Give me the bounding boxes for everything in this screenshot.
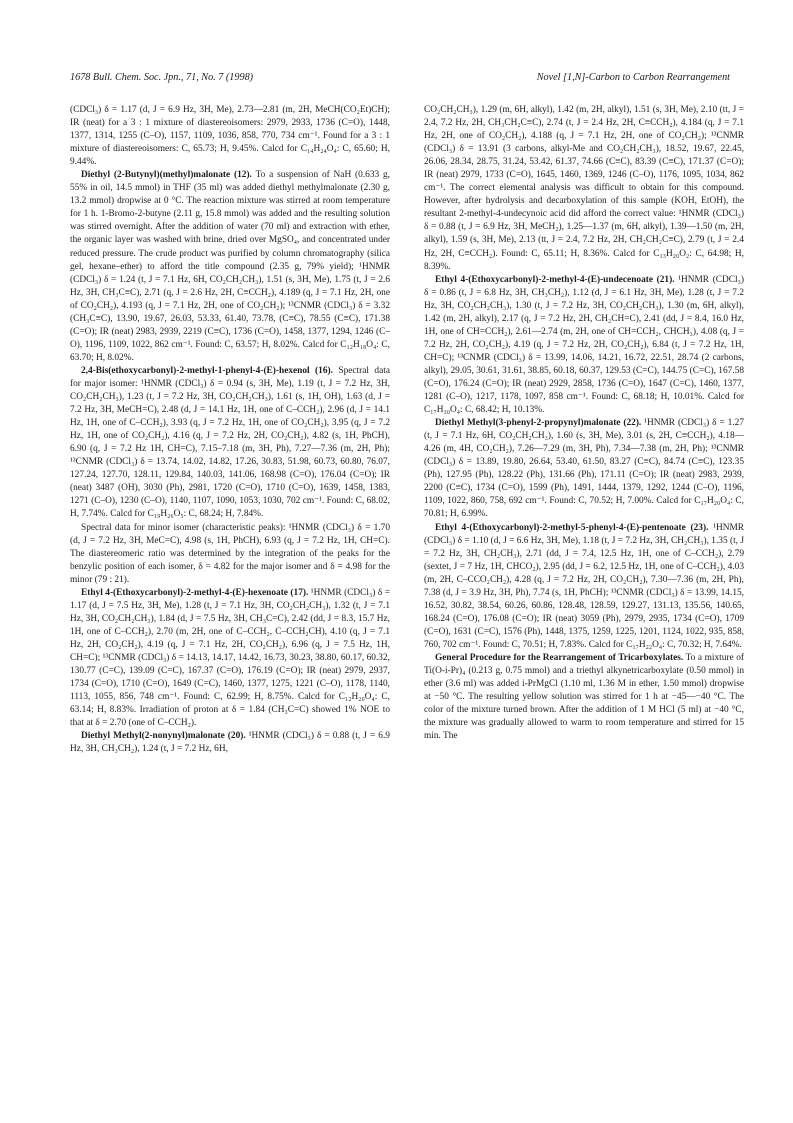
running-title: Novel [1,N]-Carbon to Carbon Rearrangement <box>536 72 730 83</box>
paragraph-text: CO₂CH₂CH₃), 1.29 (m, 6H, alkyl), 1.42 (m, 2H, alkyl), 1.51 (s, 3H, Me), 2.10 (tt, J = 2.4, 7.2 Hz, 2H, CH₃CH₂C≡C), 2.74 (t, J = 2.4 Hz, 2H, C≡CCH₂), 4.184 (q, J = 7.1 Hz, 2H, one of CO₂CH₂), 4.188 (q, J = 7.1 Hz, 2H, one of CO₂CH₂); ¹³CNMR (CDCl₃) δ = 13.91 (3 carbons, alkyl-Me and CO₂CH₂CH₃), 18.52, 19.67, 22.45, 26.06, 28.34, 28.75, 31.24, 53.42, 61.37, 74.66 (C≡C), 83.39 (C≡C), 171.37 (C=O); IR (neat) 2979, 1733 (C=O), 1645, 1460, 1369, 1246 (C–O), 1176, 1095, 1034, 862 cm⁻¹. The correct elemental analysis was difficult to obtain for this compound. However, after hydrolysis and decarboxylation of this sample (KOH, EtOH), the resultant 2-methyl-4-undecynoic acid did afford the correct value: ¹HNMR (CDCl₃) δ = 0.88 (t, J = 6.9 Hz, 3H, MeCH₂), 1.25—1.37 (m, 6H, alkyl), 1.39—1.50 (m, 2H, alkyl), 1.59 (s, 3H, Me), 2.13 (tt, J = 2.4, 7.2 Hz, 2H, CH₂CH₂C≡C), 2.79 (t, J = 2.4 Hz, 2H, C≡CCH₂). Found: C, 65.11; H, 8.36%. Calcd for C₁₃H₂₀O₂: C, 64.98; H, 8.39%. <box>424 105 744 272</box>
compound-heading: Diethyl Methyl(2-nonynyl)malonate (20). <box>81 731 246 742</box>
paragraph-text: ¹HNMR (CDCl₃) δ = 1.17 (d, J = 7.5 Hz, 3H, Me), 1.28 (t, J = 7.1 Hz, 3H, CO₂CH₂CH₃), 1.32 (t, J = 7.1 Hz, 3H, CO₂CH₂CH₃), 1.84 (d, J = 7.5 Hz, 3H, CH₃C=C), 2.42 (dd, J = 8.3, 15.7 Hz, 1H, one of C–CCH₂), 2.70 (m, 2H, one of C–CCH₂, C–CCH₂CH), 4.10 (q, J = 7.1 Hz, 2H, CO₂CH₂), 4.19 (q, J = 7.1 Hz, 2H, CO₂CH₂), 6.96 (q, J = 7.5 Hz, 1H, CH=C); ¹³CNMR (CDCl₃) δ = 14.13, 14.17, 14.42, 16.73, 30.23, 38.80, 60.17, 60.32, 130.77 (C=C), 139.09 (C=C), 167.37 (C=O), 176.19 (C=O); IR (neat) 2979, 2937, 1734 (C=O), 1710 (C=O), 1649 (C=C), 1460, 1377, 1275, 1221 (C–O), 1178, 1140, 1113, 1055, 856, 748 cm⁻¹. Found: C, 62.99; H, 8.75%. Calcd for C₁₂H₂₀O₄: C, 63.14; H, 8.83%. Irradiation of proton at δ = 1.84 (CH₃C=C) showed 1% NOE to that at δ = 2.70 (one of C–CCH₂). <box>70 587 390 729</box>
paragraph <box>424 417 744 521</box>
paragraph <box>70 522 390 587</box>
compound-heading: General Procedure for the Rearrangement of Tricarboxylates. <box>435 652 684 663</box>
paragraph <box>70 365 390 522</box>
paragraph-text: Spectral data for minor isomer (characteristic peaks): ¹HNMR (CDCl₃) δ = 1.70 (d, J = 7.2 Hz, 3H, MeC=C), 4.98 (s, 1H, PhCH), 6.93 (q, J = 7.2 Hz, 1H, CH=C). The diastereomeric ratio was determined by the integration of the peaks for the benzylic position of each isomer, δ = 4.82 for the major isomer and δ = 4.98 for the minor (79 : 21). <box>70 522 390 585</box>
paragraph <box>70 587 390 731</box>
compound-heading: Ethyl 4-(Ethoxycarbonyl)-2-methyl-4-(E)-hexenoate (17). <box>81 587 309 598</box>
paragraph <box>424 652 744 743</box>
paragraph <box>424 274 744 418</box>
paragraph-text: To a suspension of NaH (0.633 g, 55% in oil, 14.5 mmol) in THF (35 ml) was added diethyl methylmalonate (2.30 g, 13.2 mmol) dropwise at 0 °C. The reaction mixture was stirred at room temperature for 1 h. 1-Bromo-2-butyne (2.11 g, 15.8 mmol) was added and the resulting solution was stirred overnight. After the addition of water (70 ml) and extraction with ether, the organic layer was washed with brine, dried over MgSO₄, and concentrated under reduced pressure. The crude product was purified by column chromatography (silica gel, hexane–ether) to afford the title compound (2.35 g, 79% yield); ¹HNMR (CDCl₃) δ = 1.24 (t, J = 7.1 Hz, 6H, CO₂CH₂CH₃), 1.51 (s, 3H, Me), 1.75 (t, J = 2.6 Hz, 3H, CH₃C≡C), 2.71 (q, J = 2.6 Hz, 2H, C≡CCH₂), 4.189 (q, J = 7.1 Hz, 2H, one of CO₂CH₂), 4.193 (q, J = 7.1 Hz, 2H, one of CO₂CH₂); ¹³CNMR (CDCl₃) δ = 3.32 (CH₃C≡C), 13.90, 19.67, 26.03, 53.33, 61.40, 73.78, (C≡C), 78.55 (C≡C), 171.38 (C=O); IR (neat) 2983, 2939, 2219 (C≡C), 1736 (C=O), 1458, 1377, 1294, 1246 (C–O), 1196, 1109, 1022, 862 cm⁻¹. Found: C, 63.57; H, 8.02%. Calcd for C₁₂H₁₈O₄: C, 63.70; H, 8.02%. <box>70 170 391 363</box>
paragraph-text: Spectral data for major isomer: ¹HNMR (CDCl₃) δ = 0.94 (s, 3H, Me), 1.19 (t, J = 7.2 Hz, 3H, CO₂CH₂CH₃), 1.23 (t, J = 7.2 Hz, 3H, CO₂CH₂CH₃), 1.61 (s, 1H, OH), 1.63 (d, J = 7.2 Hz, 3H, MeCH=C), 2.48 (d, J = 14.1 Hz, 1H, one of C–CCH₂), 2.96 (d, J = 14.1 Hz, 1H, one of C–CCH₂), 3.93 (q, J = 7.2 Hz, 1H, one of CO₂CH₂), 3.95 (q, J = 7.2 Hz, 1H, one of CO₂CH₂), 4.16 (q, J = 7.2 Hz, 2H, CO₂CH₂), 4.82 (s, 1H, PhCH), 6.90 (q, J = 7.2 Hz 1H, CH=C), 7.15–7.18 (m, 3H, Ph), 7.27—7.36 (m, 2H, Ph); ¹³CNMR (CDCl₃) δ = 13.74, 14.02, 14.82, 17.26, 30.83, 51.98, 60.73, 60.80, 76.07, 127.24, 127.70, 128.11, 129.84, 140.03, 141.06, 168.98 (C=O), 176.04 (C=O); IR (neat) 3487 (OH), 3030 (Ph), 2981, 1720 (C=O), 1710 (C=O), 1639, 1458, 1383, 1271 (C–O), 1230 (C–O), 1140, 1107, 1090, 1053, 1030, 702 cm⁻¹. Found: C, 68.02, H, 7.74%. Calcd for C₁₉H₂₆O₅: C, 68.24; H, 7.84%. <box>70 365 390 520</box>
paragraph-text: ¹HNMR (CDCl₃) δ = 0.88 (t, J = 6.9 Hz, 3H, CH₃CH₂), 1.24 (t, J = 7.2 Hz, 6H, <box>70 731 390 755</box>
compound-heading: Diethyl (2-Butynyl)(methyl)malonate (12). <box>81 170 252 181</box>
journal-citation: 1678 Bull. Chem. Soc. Jpn., 71, No. 7 (1998) <box>70 72 254 83</box>
paragraph-text: To a mixture of Ti(O-i-Pr)₄ (0.213 g, 0.75 mmol) and a triethyl alkynetricarboxylate (0.50 mmol) in ether (3.6 ml) was added i-PrMgCl (1.10 ml, 1.36 M in ether, 1.50 mmol) dropwise at −50 °C. The resulting yellow solution was stirred for 1 h at −45—−40 °C. The color of the mixture turned brown. After the addition of 1 M HCl (5 ml) at −40 °C, the mixture was gradually allowed to warm to room temperature and stirred for 15 min. The <box>424 652 744 742</box>
left-column <box>70 104 390 756</box>
paragraph <box>424 104 744 274</box>
paragraph-text: ¹HNMR (CDCl₃) δ = 1.10 (d, J = 6.6 Hz, 3H, Me), 1.18 (t, J = 7.2 Hz, 3H, CH₂CH₃), 1.35 (t, J = 7.2 Hz, 3H, CH₂CH₃), 2.71 (dd, J = 7.4, 12.5 Hz, 1H, one of C–CCH₂), 2.79 (sextet, J = 7 Hz, 1H, CHCO₂), 2.95 (dd, J = 6.2, 12.5 Hz, 1H, one of C–CCH₂), 4.03 (m, 2H, C–CCO₂CH₂), 4.28 (q, J = 7.2 Hz, 2H, CO₂CH₂), 7.30—7.36 (m, 2H, Ph), 7.38 (d, J = 3.9 Hz, 3H, Ph), 7.74 (s, 1H, PhCH); ¹³CNMR (CDCl₃) δ = 13.99, 14.15, 16.52, 30.82, 38.54, 60.26, 60.86, 128.48, 128.59, 129.27, 131.13, 135.56, 140.65, 168.24 (C=O), 176.08 (C=O); IR (neat) 3059 (Ph), 2979, 2935, 1734 (C=O), 1709 (C=O), 1631 (C=C), 1576 (Ph), 1448, 1375, 1259, 1225, 1201, 1124, 1022, 935, 858, 760, 702 cm⁻¹. Found: C, 70.51; H, 7.83%. Calcd for C₁₇H₂₂O₄: C, 70.32; H, 7.64%. <box>424 522 744 650</box>
compound-heading: Diethyl Methyl(3-phenyl-2-propynyl)malonate (22). <box>435 418 642 429</box>
paragraph <box>70 104 390 169</box>
paragraph-text: ¹HNMR (CDCl₃) δ = 1.27 (t, J = 7.1 Hz, 6H, CO₂CH₂CH₃), 1.60 (s, 3H, Me), 3.01 (s, 2H, C≡CCH₂), 4.18—4.26 (m, 4H, CO₂CH₂), 7.26—7.29 (m, 3H, Ph), 7.34—7.38 (m, 2H, Ph); ¹³CNMR (CDCl₃) δ = 13.89, 19.80, 26.64, 53.40, 61.50, 83.27 (C≡C), 84.74 (C≡C), 123.35 (Ph), 127.95 (Ph), 128.22 (Ph), 131.66 (Ph), 171.11 (C=O); IR (neat) 2983, 2939, 2200 (C≡C), 1734 (C=O), 1599 (Ph), 1491, 1444, 1379, 1292, 1244 (C–O), 1196, 1109, 1022, 860, 758, 692 cm⁻¹. Found: C, 70.52; H, 7.00%. Calcd for C₁₇H₂₀O₄: C, 70.81; H, 6.99%. <box>424 418 744 520</box>
running-header <box>70 72 730 88</box>
paragraph <box>70 730 390 756</box>
paragraph-text: ¹HNMR (CDCl₃) δ = 0.86 (t, J = 6.8 Hz, 3H, CH₃CH₂), 1.12 (d, J = 6.1 Hz, 3H, Me), 1.28 (t, J = 7.2 Hz, 3H, CO₂CH₂CH₃), 1.30 (t, J = 7.2 Hz, 3H, CO₂CH₂CH₃), 1.30 (m, 6H, alkyl), 1.42 (m, 2H, alkyl), 2.17 (q, J = 7.2 Hz, 2H, CH₂CH=C), 2.41 (dd, J = 8.4, 16.0 Hz, 1H, one of CH=CCH₂), 2.61—2.74 (m, 2H, one of CH=CCH₂, CHCH₃), 4.08 (q, J = 7.2 Hz, 2H, CO₂CH₂), 4.19 (q, J = 7.2 Hz, 2H, CO₂CH₂), 6.84 (t, J = 7.2 Hz, 1H, CH=C); ¹³CNMR (CDCl₃) δ = 13.99, 14.06, 14.21, 16.72, 22.51, 28.74 (2 carbons, alkyl), 29.05, 30.61, 31.61, 38.85, 60.18, 60.37, 129.53 (C=C), 144.75 (C=C), 167.58 (C=O), 176.24 (C=O); IR (neat) 2929, 2858, 1736 (C=O), 1647 (C=C), 1460, 1377, 1281 (C–O), 1217, 1178, 1097, 858 cm⁻¹. Found: C, 68.18; H, 10.01%. Calcd for C₁₇H₃₀O₄: C, 68.42; H, 10.13%. <box>424 274 744 416</box>
right-column <box>424 104 744 743</box>
paragraph-text: (CDCl₃) δ = 1.17 (d, J = 6.9 Hz, 3H, Me), 2.73—2.81 (m, 2H, MeCH(CO₂Et)CH); IR (neat) for a 3 : 1 mixture of diastereoisomers: 2979, 2933, 1736 (C=O), 1448, 1377, 1314, 1255 (C–O), 1157, 1109, 1036, 858, 770, 734 cm⁻¹. Found for a 3 : 1 mixture of diastereoisomers: C, 65.73; H, 9.45%. Calcd for C₁₄H₂₄O₄: C, 65.60; H, 9.44%. <box>70 105 390 168</box>
compound-heading: Ethyl 4-(Ethoxycarbonyl)-2-methyl-4-(E)-undecenoate (21). <box>435 274 675 285</box>
paragraph <box>70 169 390 365</box>
paragraph <box>424 522 744 652</box>
compound-heading: Ethyl 4-(Ethoxycarbonyl)-2-methyl-5-phenyl-4-(E)-pentenoate (23). <box>435 522 709 533</box>
compound-heading: 2,4-Bis(ethoxycarbonyl)-2-methyl-1-phenyl-4-(E)-hexenol (16). <box>81 365 333 376</box>
